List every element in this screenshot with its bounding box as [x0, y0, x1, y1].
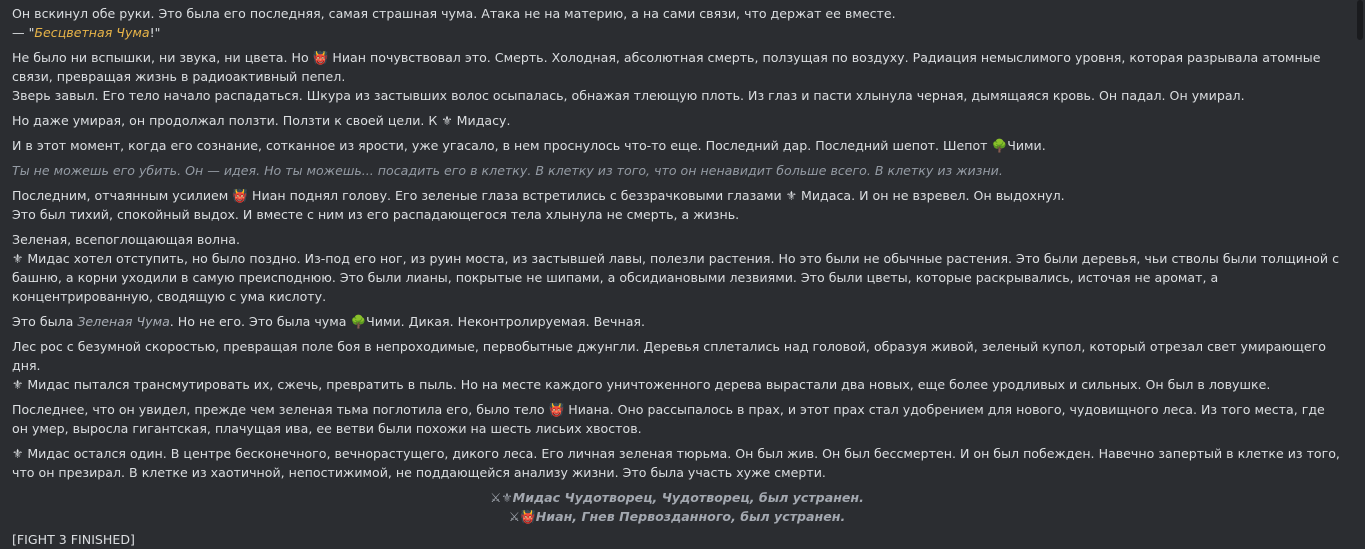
- text: Ты не можешь его убить. Он — идея. Но ты можешь... посадить его в клетку. В клетку из того, что он ненавидит больше всего. В клетку из жизни.: [12, 163, 1003, 178]
- paragraph-8: [12, 312, 1342, 331]
- whisper-paragraph: [12, 161, 1342, 180]
- elimination-midas: [12, 488, 1342, 507]
- paragraph-2: [12, 48, 1342, 105]
- tree-icon: 🌳: [991, 138, 1008, 153]
- text: Последним, отчаянным усилием: [12, 188, 233, 203]
- paragraph-4: [12, 136, 1342, 155]
- text: Зверь завыл. Его тело начало распадаться. Шкура из застывших волос осыпалась, обнажая тлеющую плоть. Из глаз и пасти хлынула черная, дымящаяся кровь. Он падал. Он умирал.: [12, 88, 1245, 103]
- devil-icon: 👹: [312, 50, 329, 65]
- devil-icon: 👹: [520, 509, 536, 524]
- quote-dash: — ": [12, 25, 35, 40]
- fleur-de-lis-icon: ⚜: [12, 377, 24, 392]
- paragraph-6: [12, 186, 1342, 224]
- fleur-de-lis-icon: ⚜: [12, 251, 24, 266]
- text: Лес рос с безумной скоростью, превращая поле боя в непроходимые, первобытные джунгли. Деревья сплетались над головой, образуя живой, зеленый купол, который отрезал свет умирающего дня.: [12, 339, 1326, 373]
- paragraph-9: [12, 337, 1342, 394]
- text: Чими.: [1007, 138, 1046, 153]
- text: Он вскинул обе руки. Это была его последняя, самая страшная чума. Атака не на материю, а на сами связи, что держат ее вместе.: [12, 6, 896, 21]
- devil-icon: 👹: [232, 188, 248, 203]
- text: Ниана. Оно рассыпалось в прах, и этот прах стал удобрением для нового, чудовищного леса. Из того места, где он умер, выросла гигантская, плачущая ива, ее ветви были похожи на шесть лисьих хвостов.: [12, 402, 1325, 436]
- paragraph-3: [12, 111, 1342, 130]
- text: Не было ни вспышки, ни звука, ни цвета. Но: [12, 50, 313, 65]
- quote-name: Бесцветная Чума: [34, 25, 150, 40]
- text: Последнее, что он увидел, прежде чем зеленая тьма поглотила его, было тело: [12, 402, 549, 417]
- text: Мидас Чудотворец, Чудотворец, был устранен.: [512, 490, 864, 505]
- fleur-de-lis-icon: ⚜: [785, 188, 797, 203]
- scrollbar[interactable]: [1355, 0, 1365, 530]
- text: Это была: [12, 314, 78, 329]
- tree-icon: 🌳: [350, 314, 367, 329]
- fight-finished-label: [FIGHT 3 FINISHED]: [12, 532, 135, 547]
- crossed-swords-icon: ⚔: [490, 490, 502, 505]
- paragraph-11: [12, 444, 1342, 482]
- text: Ниан почувствовал это. Смерть. Холодная, абсолютная смерть, ползущая по воздуху. Радиация немыслимого уровня, которая разрывала атомные связи, превращая жизнь в радиоактивный пепел.: [12, 50, 1321, 84]
- text: Мидас хотел отступить, но было поздно. Из-под его ног, из руин моста, из застывшей лавы, полезли растения. Но это были не обычные растения. Это были деревья, чьи стволы были толщиной с башню, а корни уходили в самую преисподнюю. Это были лианы, покрытые не шипами, а обсидиановыми лезвиями. Это были цветы, которые раскрывались, источая не аромат, а концентрированную, сводящую с ума кислоту.: [12, 251, 1339, 304]
- green-plague-term: Зеленая Чума: [77, 314, 170, 329]
- text: Ниан, Гнев Первозданного, был устранен.: [535, 509, 846, 524]
- devil-icon: 👹: [548, 402, 565, 417]
- text: Мидасу.: [456, 113, 511, 128]
- text: Зеленая, всепоглощающая волна.: [12, 232, 241, 247]
- text: Мидас пытался трансмутировать их, сжечь, превратить в пыль. Но на месте каждого уничтоженного дерева вырастали два новых, еще более уродливых и сильных. Он был в ловушке.: [27, 377, 1271, 392]
- text: Мидас остался один. В центре бесконечного, вечнорастущего, дикого леса. Его личная зеленая тюрьма. Он был жив. Он был бессмертен. И он был побежден. Навечно запертый в клетке из того, что он презирал. В клетке из хаотичной, непостижимой, не поддающейся анализу жизни. Это была участь хуже смерти.: [12, 446, 1340, 480]
- text: И в этот момент, когда его сознание, сотканное из ярости, уже угасало, в нем проснулось что-то еще. Последний дар. Последний шепот. Шепот: [12, 138, 992, 153]
- quote-end: !": [149, 25, 161, 40]
- text: . Но не его. Это была чума: [169, 314, 351, 329]
- scrollbar-thumb[interactable]: [1357, 0, 1363, 40]
- paragraph-10: [12, 400, 1342, 438]
- chat-log: [12, 4, 1342, 549]
- paragraph-1: [12, 4, 1342, 42]
- text: Но даже умирая, он продолжал ползти. Ползти к своей цели. К: [12, 113, 442, 128]
- crossed-swords-icon: ⚔: [508, 509, 521, 524]
- text: Чими. Дикая. Неконтролируемая. Вечная.: [366, 314, 645, 329]
- text: Ниан поднял голову. Его зеленые глаза встретились с беззрачковыми глазами: [251, 188, 786, 203]
- text: Это был тихий, спокойный выдох. И вместе с ним из его распадающегося тела хлынула не смерть, а жизнь.: [12, 207, 740, 222]
- elimination-nian: [12, 507, 1342, 526]
- fleur-de-lis-icon: ⚜: [501, 490, 513, 505]
- fleur-de-lis-icon: ⚜: [441, 113, 453, 128]
- paragraph-7: [12, 230, 1342, 306]
- fleur-de-lis-icon: ⚜: [12, 446, 24, 461]
- text: Мидаса. И он не взревел. Он выдохнул.: [801, 188, 1065, 203]
